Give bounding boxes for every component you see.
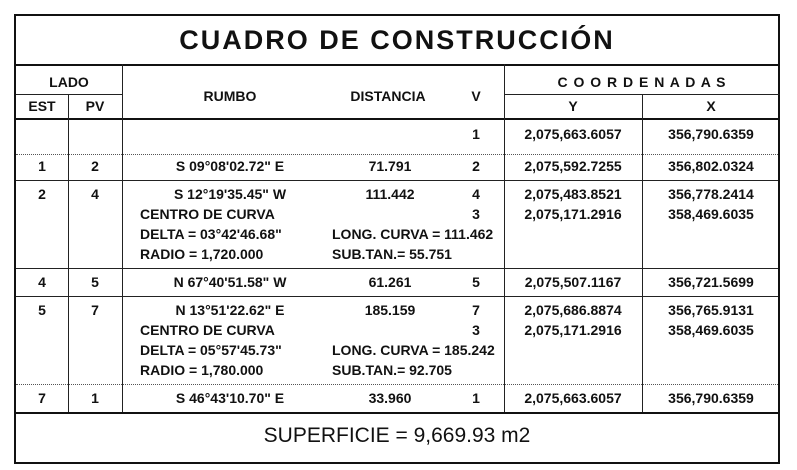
curve-subtangent: SUB.TAN.= 92.705 (332, 362, 452, 378)
header-x: X (706, 98, 716, 114)
curve-x: 358,469.6035 (668, 206, 754, 222)
row-distancia: 33.960 (368, 390, 412, 406)
curve-v: 3 (472, 322, 480, 338)
row-divider (16, 154, 778, 155)
curve-radius: RADIO = 1,720.000 (140, 246, 264, 262)
row-y: 2,075,663.6057 (524, 126, 622, 142)
header-rumbo: RUMBO (203, 88, 257, 104)
row-v: 2 (472, 158, 480, 174)
curve-length: LONG. CURVA = 111.462 (332, 226, 494, 242)
curve-x: 358,469.6035 (668, 322, 754, 338)
row-v: 4 (472, 186, 480, 202)
header-est: EST (28, 98, 56, 114)
row-distancia: 111.442 (365, 186, 415, 202)
row-x: 356,790.6359 (668, 390, 754, 406)
row-pv: 5 (91, 274, 99, 290)
row-rumbo: S 46°43'10.70" E (175, 390, 285, 406)
superficie-total: SUPERFICIE = 9,669.93 m2 (263, 424, 531, 447)
header-lado: LADO (49, 74, 89, 90)
curve-subtangent: SUB.TAN.= 55.751 (332, 246, 452, 262)
curve-delta: DELTA = 03°42'46.68" (140, 226, 282, 242)
row-pv: 4 (91, 186, 99, 202)
curve-y: 2,075,171.2916 (524, 206, 622, 222)
column-divider (504, 64, 505, 412)
curve-length: LONG. CURVA = 185.242 (332, 342, 495, 358)
row-rumbo: S 12°19'35.45" W (173, 186, 287, 202)
row-rumbo: S 09°08'02.72" E (175, 158, 285, 174)
curve-delta: DELTA = 05°57'45.73" (140, 342, 282, 358)
row-divider (16, 296, 778, 297)
row-v: 1 (472, 390, 480, 406)
row-y: 2,075,507.1167 (524, 274, 622, 290)
curve-center-label: CENTRO DE CURVA (140, 206, 275, 222)
header-coordenadas: C O O R D E N A D A S (557, 74, 727, 90)
row-x: 356,802.0324 (668, 158, 754, 174)
curve-y: 2,075,171.2916 (524, 322, 622, 338)
row-y: 2,075,592.7255 (524, 158, 622, 174)
row-v: 1 (472, 126, 480, 142)
curve-radius: RADIO = 1,780.000 (140, 362, 264, 378)
row-est: 7 (38, 390, 46, 406)
row-x: 356,778.2414 (668, 186, 754, 202)
row-v: 7 (472, 302, 480, 318)
row-v: 5 (472, 274, 480, 290)
header-divider (68, 94, 122, 95)
header-distancia: DISTANCIA (350, 88, 426, 104)
row-divider (16, 412, 778, 414)
row-est: 1 (38, 158, 46, 174)
column-divider (122, 64, 123, 412)
curve-v: 3 (472, 206, 480, 222)
header-y: Y (568, 98, 578, 114)
row-est: 4 (38, 274, 46, 290)
row-y: 2,075,663.6057 (524, 390, 622, 406)
curve-center-label: CENTRO DE CURVA (140, 322, 275, 338)
row-divider (16, 180, 778, 181)
row-divider (16, 268, 778, 269)
header-bottom-line (16, 118, 778, 120)
row-pv: 7 (91, 302, 99, 318)
row-distancia: 71.791 (368, 158, 412, 174)
row-est: 2 (38, 186, 46, 202)
row-rumbo: N 13°51'22.62" E (175, 302, 285, 318)
row-distancia: 185.159 (364, 302, 416, 318)
row-distancia: 61.261 (368, 274, 412, 290)
row-divider (16, 384, 778, 385)
column-divider (68, 94, 69, 412)
row-pv: 2 (91, 158, 99, 174)
row-pv: 1 (91, 390, 99, 406)
row-y: 2,075,483.8521 (524, 186, 622, 202)
row-x: 356,790.6359 (668, 126, 754, 142)
row-y: 2,075,686.8874 (524, 302, 622, 318)
header-pv: PV (85, 98, 105, 114)
row-rumbo: N 67°40'51.58" W (173, 274, 287, 290)
row-x: 356,765.9131 (668, 302, 754, 318)
header-v: V (471, 88, 481, 104)
row-x: 356,721.5699 (668, 274, 754, 290)
header-divider (16, 94, 68, 95)
construction-table (14, 14, 780, 464)
table-title: CUADRO DE CONSTRUCCIÓN (16, 16, 778, 66)
row-est: 5 (38, 302, 46, 318)
